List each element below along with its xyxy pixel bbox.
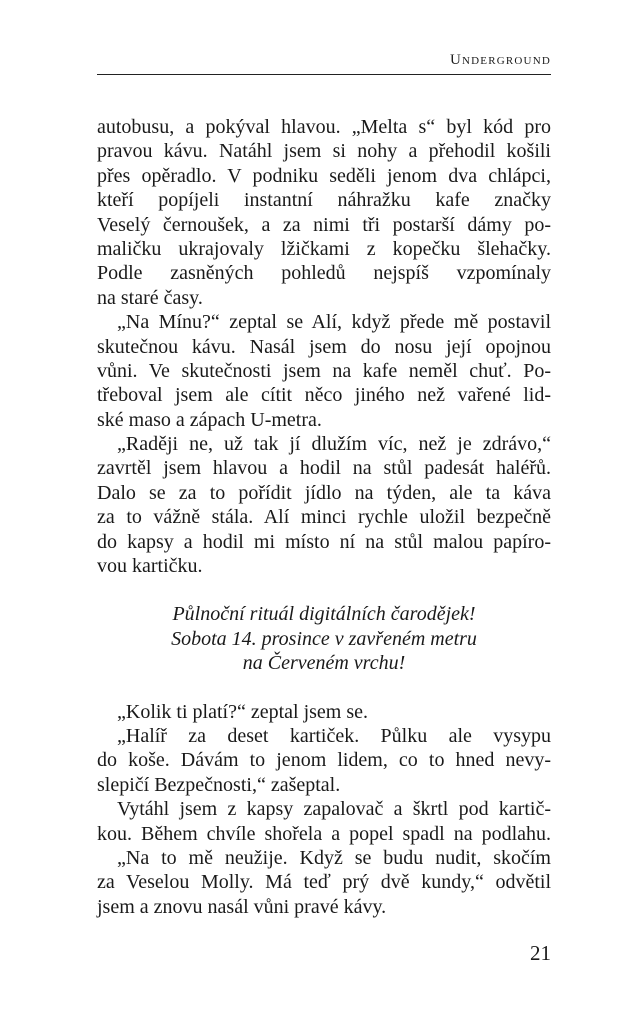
text-line: slepičí Bezpečnosti,“ zašeptal. (97, 773, 341, 796)
section-gap (97, 676, 551, 700)
text-line: vou kartičku. (97, 555, 203, 578)
text-line: Veselý černoušek, a za nimi tři postarší dámy po- (97, 213, 551, 236)
text-line: „Halíř za deset kartiček. Půlku ale vysypu (117, 724, 551, 747)
text-line: na staré časy. (97, 286, 203, 309)
text-line: Vytáhl jsem z kapsy zapalovač a škrtl pod kartič- (117, 798, 551, 821)
text-line: do koše. Dávám to jenom lidem, co to hned nevy- (97, 749, 551, 772)
text-line: „Na to mě neužije. Když se budu nudit, skočím (117, 846, 551, 869)
text-line: maličku ukrajovaly lžičkami z kopečku šlehačky. (97, 237, 551, 260)
body-text (97, 115, 551, 919)
running-head (97, 48, 551, 75)
text-line: „Raději ne, už tak jí dlužím víc, než je zdrávo,“ (117, 433, 551, 456)
text-line: pravou kávu. Natáhl jsem si nohy a přehodil košili (97, 140, 551, 163)
flyer-line: na Červeném vrchu! (242, 652, 406, 675)
text-line: za to vážně stála. Alí minci rychle uložil bezpečně (97, 506, 551, 529)
text-line: kteří popíjeli instantní náhražku kafe značky (97, 189, 551, 212)
section-gap (97, 578, 551, 602)
text-line: skutečnou kávu. Nasál jsem do nosu její opojnou (97, 335, 551, 358)
text-line: ské maso a zápach U-metra. (97, 408, 322, 431)
text-line: Podle zasněných pohledů nejspíš vzpomínaly (97, 262, 551, 285)
text-line: do kapsy a hodil mi místo ní na stůl malou papíro- (97, 530, 551, 553)
text-line: „Na Mínu?“ zeptal se Alí, když přede mě postavil (117, 311, 551, 334)
text-line: Dalo se za to pořídit jídlo na týden, ale ta káva (97, 481, 551, 504)
text-line: za Veselou Molly. Má teď prý dvě kundy,“ odvětil (97, 871, 551, 894)
text-line: autobusu, a pokýval hlavou. „Melta s“ byl kód pro (97, 116, 551, 138)
text-line: přes opěradlo. V podniku seděli jenom dva chlápci, (97, 164, 551, 187)
text-line: zavrtěl jsem hlavou a hodil na stůl padesát haléřů. (97, 457, 551, 480)
text-line: vůni. Ve skutečnosti jsem na kafe neměl chuť. Po- (97, 359, 551, 382)
page-number: 21 (530, 941, 551, 965)
text-line: třeboval jsem ale cítit něco jiného než vařené lid- (97, 384, 551, 407)
flyer-line: Půlnoční rituál digitálních čarodějek! (172, 603, 476, 626)
text-line: jsem a znovu nasál vůni pravé kávy. (97, 895, 387, 918)
flyer-line: Sobota 14. prosince v zavřeném metru (171, 627, 477, 650)
text-line: „Kolik ti platí?“ zeptal jsem se. (117, 700, 369, 723)
running-title: Underground (449, 52, 551, 68)
text-line: kou. Během chvíle shořela a popel spadl na podlahu. (97, 822, 551, 845)
